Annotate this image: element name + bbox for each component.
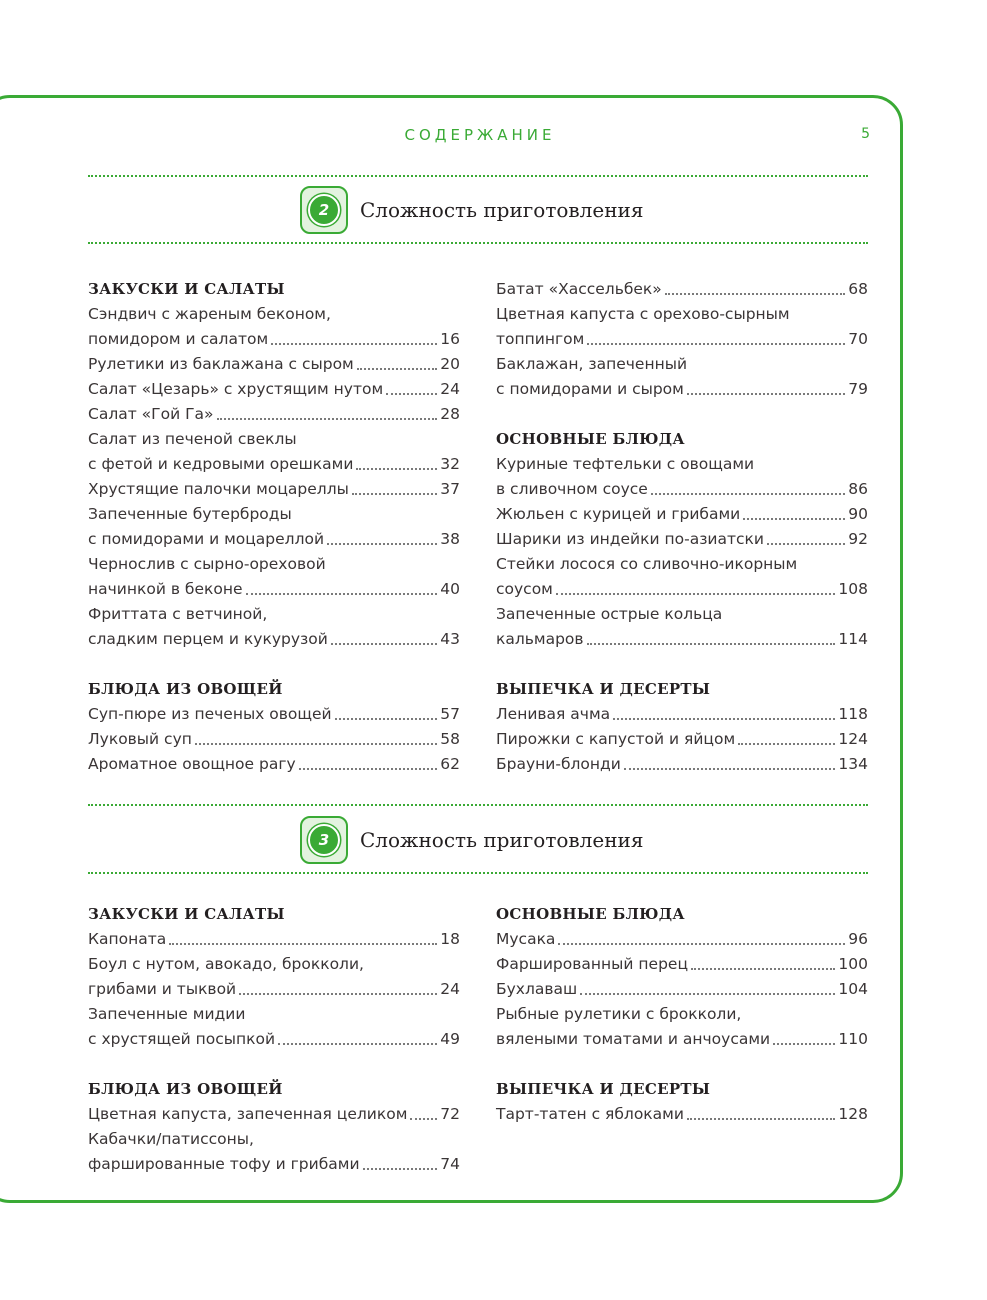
section-heading: Сложность приготовления	[360, 198, 644, 222]
page-ref: 110	[838, 1030, 868, 1048]
page-ref: 118	[838, 705, 868, 723]
entry-title: Запеченные острые кольца	[496, 605, 723, 623]
page-ref: 43	[440, 630, 460, 648]
toc-entry[interactable]	[88, 927, 460, 952]
toc-entry[interactable]	[496, 602, 868, 652]
toc-entry[interactable]	[88, 427, 460, 477]
page-ref: 16	[440, 330, 460, 348]
entry-title: Рыбные рулетики с брокколи,	[496, 1005, 742, 1023]
category-heading: БЛЮДА ИЗ ОВОЩЕЙ	[88, 680, 283, 698]
dot-leader	[558, 943, 845, 945]
entry-title: Баклажан, запеченный	[496, 355, 688, 373]
group-spacer	[88, 1052, 460, 1077]
entry-title-row	[88, 402, 460, 427]
entry-title-row	[88, 1027, 460, 1052]
entry-title: Суп-пюре из печеных овощей	[88, 705, 332, 723]
entry-title-row	[88, 727, 460, 752]
page-ref: 100	[838, 955, 868, 973]
entry-title-row	[496, 327, 868, 352]
entry-title-row	[88, 627, 460, 652]
toc-entry[interactable]	[496, 927, 868, 952]
entry-title: Цветная капуста с орехово-сырным	[496, 305, 790, 323]
group-spacer	[88, 652, 460, 677]
entry-title-row	[88, 352, 460, 377]
toc-entry[interactable]	[88, 1002, 460, 1052]
entry-title: топпингом	[496, 330, 585, 348]
difficulty-level: 3	[308, 824, 340, 856]
entry-title: Салат «Гой Га»	[88, 405, 214, 423]
dot-leader	[767, 543, 845, 545]
entry-title: Куриные тефтельки с овощами	[496, 455, 755, 473]
entry-title: Ленивая ачма	[496, 705, 611, 723]
page-ref: 128	[838, 1105, 868, 1123]
group-spacer	[496, 402, 868, 427]
entry-title-row	[496, 977, 868, 1002]
entry-title-row	[496, 377, 868, 402]
dot-leader	[327, 543, 437, 545]
page-ref: 114	[838, 630, 868, 648]
entry-title-row	[88, 577, 460, 602]
entry-title: грибами и тыквой	[88, 980, 237, 998]
page-ref: 37	[440, 480, 460, 498]
toc-entry[interactable]	[496, 1002, 868, 1052]
page-ref: 57	[440, 705, 460, 723]
group-spacer	[496, 652, 868, 677]
dot-leader	[195, 743, 437, 745]
toc-entry[interactable]	[88, 952, 460, 1002]
entry-title-row	[496, 752, 868, 777]
category-heading: ЗАКУСКИ И САЛАТЫ	[88, 905, 285, 923]
dot-leader	[587, 643, 836, 645]
section-divider	[88, 804, 868, 806]
page-ref: 32	[440, 455, 460, 473]
toc-entry[interactable]	[88, 727, 460, 752]
dot-leader	[363, 1168, 438, 1170]
entry-title-row	[88, 1152, 460, 1177]
page-ref: 86	[848, 480, 868, 498]
entry-title-row	[88, 527, 460, 552]
entry-title: Шарики из индейки по-азиатски	[496, 530, 764, 548]
toc-entry[interactable]	[88, 502, 460, 552]
entry-title-row	[496, 477, 868, 502]
toc-entry[interactable]	[88, 1102, 460, 1127]
toc-entry[interactable]	[496, 452, 868, 502]
entry-title: с помидорами и моцареллой	[88, 530, 325, 548]
section-divider	[88, 242, 868, 244]
toc-entry[interactable]	[88, 377, 460, 402]
page-ref: 92	[848, 530, 868, 548]
entry-title: Салат из печеной свеклы	[88, 430, 297, 448]
entry-title: Тарт-татен с яблоками	[496, 1105, 684, 1123]
toc-entry[interactable]	[496, 1102, 868, 1127]
entry-title-row	[496, 527, 868, 552]
entry-title-row	[88, 1102, 460, 1127]
dot-leader	[651, 493, 845, 495]
toc-entry[interactable]	[496, 752, 868, 777]
page-ref: 70	[848, 330, 868, 348]
toc-entry[interactable]	[496, 977, 868, 1002]
entry-title-row	[88, 452, 460, 477]
entry-title: Капоната	[88, 930, 167, 948]
entry-title-row	[496, 1102, 868, 1127]
dot-leader	[687, 1118, 835, 1120]
entry-title: Пирожки с капустой и яйцом	[496, 730, 736, 748]
entry-title: с фетой и кедровыми орешками	[88, 455, 354, 473]
page-ref: 79	[848, 380, 868, 398]
entry-title-row	[496, 277, 868, 302]
toc-column-right	[496, 277, 868, 777]
section-title-3	[300, 814, 644, 866]
page-ref: 18	[440, 930, 460, 948]
toc-column-left	[88, 902, 460, 1177]
category-heading: БЛЮДА ИЗ ОВОЩЕЙ	[88, 1080, 283, 1098]
dot-leader	[691, 968, 835, 970]
toc-entry[interactable]	[496, 502, 868, 527]
toc-entry[interactable]	[88, 752, 460, 777]
toc-entry[interactable]	[88, 702, 460, 727]
toc-entry[interactable]	[88, 302, 460, 352]
section-heading: Сложность приготовления	[360, 828, 644, 852]
dot-leader	[773, 1043, 835, 1045]
entry-title: Фриттата с ветчиной,	[88, 605, 268, 623]
entry-title-row	[88, 927, 460, 952]
entry-title: Цветная капуста, запеченная целиком	[88, 1105, 408, 1123]
page-ref: 108	[838, 580, 868, 598]
entry-title-row	[496, 702, 868, 727]
entry-title: помидором и салатом	[88, 330, 269, 348]
entry-title: Фаршированный перец	[496, 955, 688, 973]
section-title-2	[300, 184, 644, 236]
dot-leader	[217, 418, 438, 420]
toc-entry[interactable]	[496, 552, 868, 602]
page-ref: 62	[440, 755, 460, 773]
toc-entry[interactable]	[88, 552, 460, 602]
entry-title-row	[496, 727, 868, 752]
difficulty-badge	[300, 816, 348, 864]
page-ref: 58	[440, 730, 460, 748]
page-ref: 24	[440, 380, 460, 398]
dot-leader	[335, 718, 438, 720]
dot-leader	[299, 768, 438, 770]
dot-leader	[356, 468, 437, 470]
entry-title: Хрустящие палочки моцареллы	[88, 480, 349, 498]
page-ref: 20	[440, 355, 460, 373]
entry-title-row	[88, 477, 460, 502]
entry-title: начинкой в беконе	[88, 580, 243, 598]
entry-title-row	[496, 577, 868, 602]
toc-entry[interactable]	[496, 952, 868, 977]
entry-title: Салат «Цезарь» с хрустящим нутом	[88, 380, 384, 398]
toc-column-left	[88, 277, 460, 777]
entry-title-row	[496, 952, 868, 977]
contents-heading: СОДЕРЖАНИЕ	[404, 126, 556, 144]
entry-title: Жюльен с курицей и грибами	[496, 505, 741, 523]
page-ref: 124	[838, 730, 868, 748]
entry-title: Брауни-блонди	[496, 755, 621, 773]
page-ref: 134	[838, 755, 868, 773]
page-ref: 49	[440, 1030, 460, 1048]
entry-title: Луковый суп	[88, 730, 192, 748]
page-number: 5	[861, 126, 870, 142]
entry-title-row	[88, 702, 460, 727]
dot-leader	[271, 343, 437, 345]
difficulty-badge	[300, 186, 348, 234]
entry-title-row	[496, 927, 868, 952]
toc-entry[interactable]	[88, 602, 460, 652]
dot-leader	[246, 593, 438, 595]
toc-entry[interactable]	[88, 352, 460, 377]
entry-title: Стейки лосося со сливочно-икорным	[496, 555, 798, 573]
entry-title: Сэндвич с жареным беконом,	[88, 305, 331, 323]
entry-title: сладким перцем и кукурузой	[88, 630, 328, 648]
entry-title: Мусака	[496, 930, 556, 948]
toc-entry[interactable]	[496, 277, 868, 302]
entry-title: Запеченные мидии	[88, 1005, 246, 1023]
entry-title-row	[496, 627, 868, 652]
entry-title-row	[88, 327, 460, 352]
toc-entry[interactable]	[496, 352, 868, 402]
entry-title: соусом	[496, 580, 553, 598]
dot-leader	[580, 993, 835, 995]
toc-entry[interactable]	[496, 302, 868, 352]
category-heading: ВЫПЕЧКА И ДЕСЕРТЫ	[496, 680, 711, 698]
section-divider	[88, 872, 868, 874]
toc-column-right	[496, 902, 868, 1127]
toc-entry[interactable]	[88, 402, 460, 427]
dot-leader	[331, 643, 437, 645]
entry-title: вялеными томатами и анчоусами	[496, 1030, 771, 1048]
dot-leader	[687, 393, 845, 395]
dot-leader	[386, 393, 437, 395]
entry-title: фаршированные тофу и грибами	[88, 1155, 360, 1173]
group-spacer	[496, 1052, 868, 1077]
entry-title: Запеченные бутерброды	[88, 505, 292, 523]
entry-title: кальмаров	[496, 630, 584, 648]
category-heading: ВЫПЕЧКА И ДЕСЕРТЫ	[496, 1080, 711, 1098]
entry-title: Кабачки/патиссоны,	[88, 1130, 254, 1148]
entry-title-row	[88, 377, 460, 402]
entry-title-row	[496, 1027, 868, 1052]
page-ref: 28	[440, 405, 460, 423]
entry-title: Боул с нутом, авокадо, брокколи,	[88, 955, 364, 973]
entry-title-row	[88, 752, 460, 777]
dot-leader	[352, 493, 437, 495]
page-ref: 90	[848, 505, 868, 523]
page-ref: 104	[838, 980, 868, 998]
entry-title: с помидорами и сыром	[496, 380, 684, 398]
entry-title: с хрустящей посыпкой	[88, 1030, 276, 1048]
dot-leader	[613, 718, 835, 720]
toc-entry[interactable]	[88, 477, 460, 502]
toc-entry[interactable]	[496, 702, 868, 727]
toc-entry[interactable]	[496, 727, 868, 752]
dot-leader	[410, 1118, 437, 1120]
dot-leader	[239, 993, 437, 995]
entry-title: в сливочном соусе	[496, 480, 648, 498]
dot-leader	[587, 343, 845, 345]
dot-leader	[665, 293, 845, 295]
dot-leader	[743, 518, 845, 520]
dot-leader	[556, 593, 836, 595]
entry-title-row	[496, 502, 868, 527]
section-divider	[88, 175, 868, 177]
dot-leader	[624, 768, 836, 770]
entry-title: Чернослив с сырно-ореховой	[88, 555, 326, 573]
entry-title: Бухлаваш	[496, 980, 578, 998]
toc-entry[interactable]	[88, 1127, 460, 1177]
entry-title: Ароматное овощное рагу	[88, 755, 296, 773]
category-heading: ОСНОВНЫЕ БЛЮДА	[496, 905, 685, 923]
category-heading: ОСНОВНЫЕ БЛЮДА	[496, 430, 685, 448]
page-ref: 72	[440, 1105, 460, 1123]
dot-leader	[169, 943, 437, 945]
entry-title-row	[88, 977, 460, 1002]
page-ref: 96	[848, 930, 868, 948]
dot-leader	[357, 368, 438, 370]
page-ref: 68	[848, 280, 868, 298]
page-ref: 74	[440, 1155, 460, 1173]
difficulty-level: 2	[308, 194, 340, 226]
page-ref: 24	[440, 980, 460, 998]
page-ref: 38	[440, 530, 460, 548]
category-heading: ЗАКУСКИ И САЛАТЫ	[88, 280, 285, 298]
toc-entry[interactable]	[496, 527, 868, 552]
dot-leader	[278, 1043, 437, 1045]
page-ref: 40	[440, 580, 460, 598]
entry-title: Батат «Хассельбек»	[496, 280, 662, 298]
entry-title: Рулетики из баклажана с сыром	[88, 355, 354, 373]
dot-leader	[738, 743, 835, 745]
